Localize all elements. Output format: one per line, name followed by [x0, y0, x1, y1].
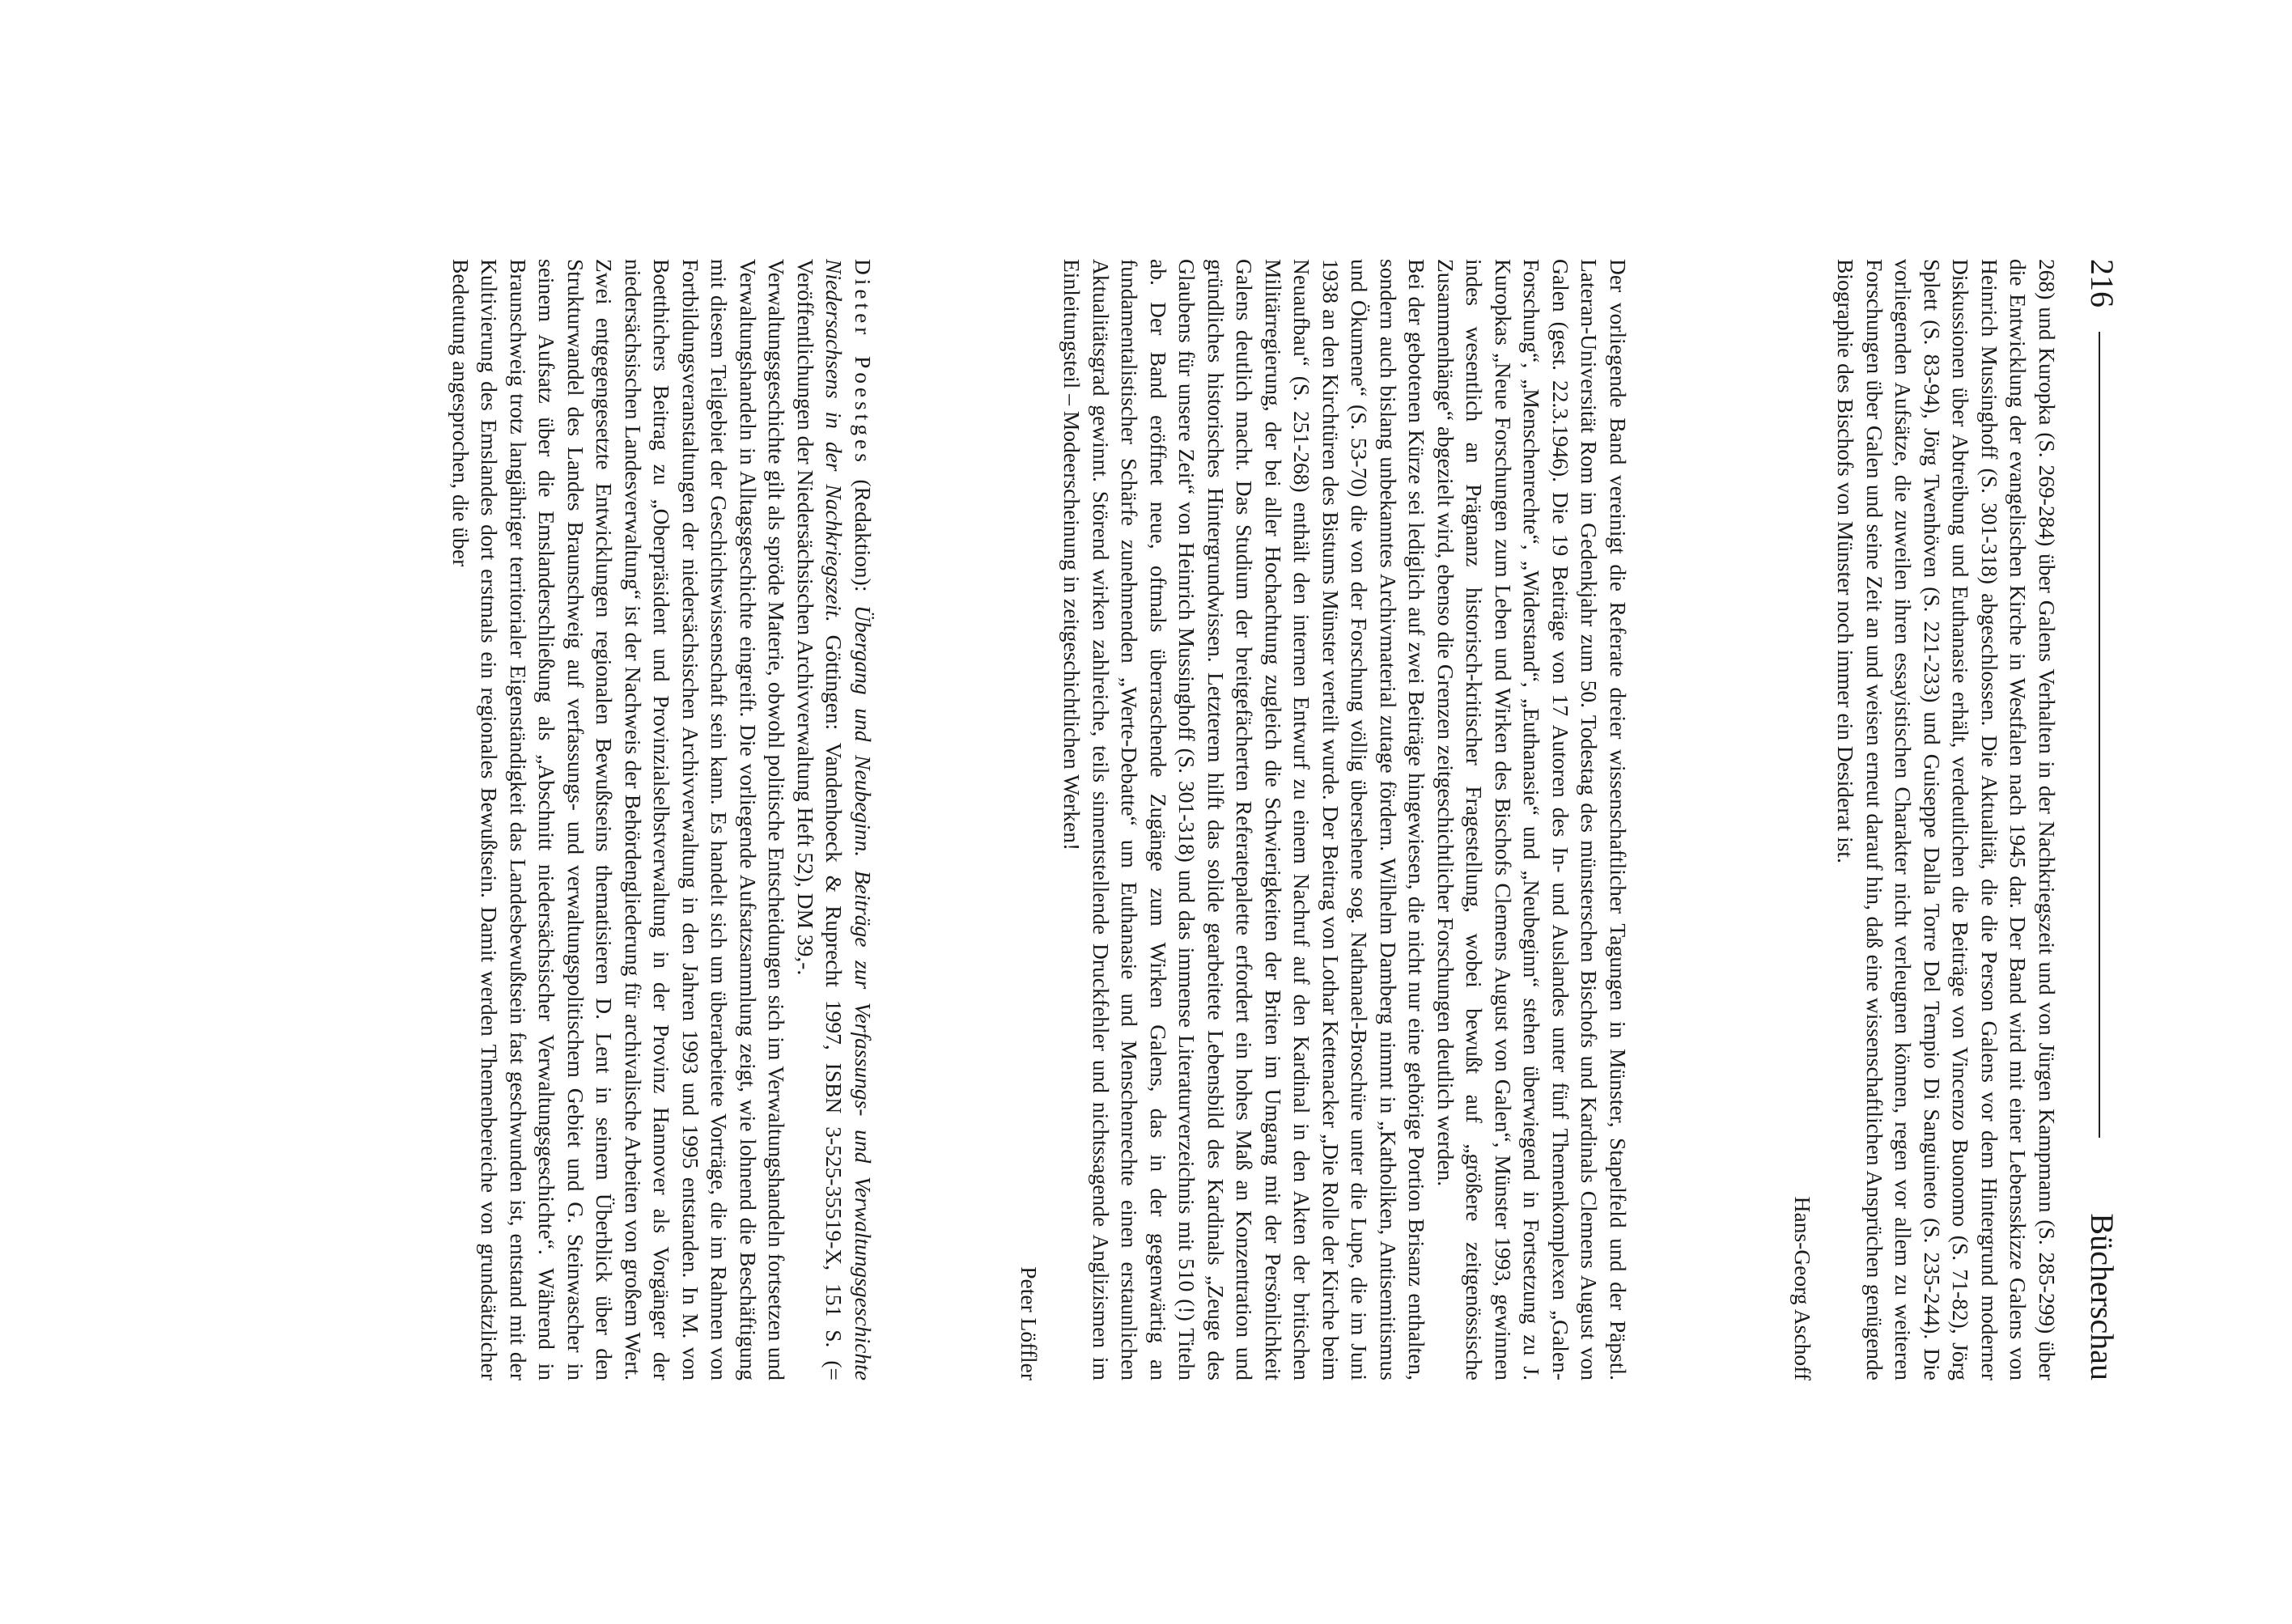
review-aschoff-signature: Hans-Georg Aschoff	[1790, 1196, 1815, 1380]
review-poestges-citation	[792, 259, 878, 1380]
review-loeffler-paragraph-1: Der vorliegende Band vereinigt die Referate dreier wissenschaftlicher Tagungen in Münster, Stapelfeld und der Päpstl. Lateran-Universität Rom im Gedenkjahr zum 50. Todestag des münsterschen Bischofs und Kardinals Clemens August von Galen (gest. 22.3.1946). Die 19 Beiträge von 17 Autoren des In- und Auslandes unter fünf Themenkomplexen „Galen-Forschung“, „Menschenrechte“, „Widerstand“, „Euthanasie“ und „Neubeginn“ stehen überwiegend in Fortsetzung zu J. Kuropkas „Neue Forschungen zum Leben und Wirken des Bischofs Clemens August von Galen“, Münster 1993, gewinnen indes wesentlich an Prägnanz historisch-kritischer Fragestellung, wobei bewußt auf „größere zeitgenössische Zusammenhänge“ abgezielt wird, ebenso die Grenzen zeitgeschichtlicher Forschungen deutlich werden.	[1433, 259, 1631, 1380]
book-publication: Göttingen: Vandenhoeck & Ruprecht 1997, ISBN 3-525-35519-X, 151 S. (= Veröffentlichungen der Niedersächsischen Archivverwaltung Heft 52), DM 39,-.	[793, 259, 847, 1380]
review-aschoff	[1789, 259, 2062, 1380]
book-author: Dieter Poestges	[851, 259, 876, 466]
header-rule	[2099, 332, 2100, 1138]
review-loeffler-paragraph-2: Bei der gebotenen Kürze sei lediglich auf zwei Beiträge hingewiesen, die nicht nur eine gehörige Portion Brisanz enthalten, sondern auch bislang unbekanntes Archivmaterial zutage fördern. Wilhelm Damberg nimmt in „Katholiken, Antisemitismus und Ökumene“ (S. 53-70) die von der Forschung völlig übersehene sog. Nathanael-Broschüre unter die Lupe, die im Juni 1938 an den Kirchtüren des Bistums Münster verteilt wurde. Der Beitrag von Lothar Kettenacker „Die Rolle der Kirche beim Neuaufbau“ (S. 251-268) enthält den internen Entwurf zu einem Nachruf auf den Kardinal in den Akten der britischen Militärregierung, der bei aller Hochachtung zugleich die Schwierigkeiten der Briten im Umgang mit der Persönlichkeit Galens deutlich macht. Das Studium der breitgefächerten Referatepalette erfordert ein hohes Maß an Konzentration und gründliches historisches Hintergrundwissen. Letzterem hilft das solide gearbeitete Lebensbild des Kardinals „Zeuge des Glaubens für unsere Zeit“ von Heinrich Mussinghoff (S. 301-318) und das immense Literaturverzeichnis mit 510 (!) Titeln ab. Der Band eröffnet neue, oftmals überraschende Zugänge zum Wirken Galens, das in der gegenwärtig an fundamentalistischer Schärfe zunehmenden „Werte-Debatte“ um Euthanasie und Menschenrechte einen erstaunlichen Aktualitätsgrad gewinnt. Störend wirken zahlreiche, teils sinnentstellende Druckfehler und nichtssagende Anglizismen im Einleitungsteil – Modeerscheinung in zeitgeschichtlichen Werken!	[1059, 259, 1430, 1380]
review-loeffler	[1015, 259, 1633, 1380]
review-poestges	[447, 259, 878, 1380]
review-loeffler-signature: Peter Löffler	[1017, 1266, 1042, 1380]
review-poestges-text: Verwaltungsgeschichte gilt als spröde Materie, obwohl politische Entscheidungen sich im Verwaltungshandeln fortsetzen und Verwaltungshandeln in Alltagsgeschichte eingreift. Die vorliegende Aufsatzsammlung zeigt, wie lohnend die Beschäftigung mit diesem Teilgebiet der Geschichtswissenschaft sein kann. Es handelt sich um überarbeitete Vorträge, die im Rahmen von Fortbildungsveranstaltungen der niedersächsischen Archivverwaltung in den Jahren 1993 und 1995 entstanden. In M. von Boetthichers Beitrag zu „Oberpräsident und Provinzialselbstverwaltung in der Provinz Hannover als Vorgänger der niedersächsischen Landesverwaltung“ ist der Nachweis der Behördengliederung für archivalische Arbeiten von großem Wert. Zwei entgegengesetzte Entwicklungen regionalen Bewußtseins thematisieren D. Lent in seinem Überblick über den Strukturwandel des Landes Braunschweig auf verfassungs- und verwaltungspolitischem Gebiet und G. Steinwascher in seinem Aufsatz über die Emslanderschließung als „Abschnitt niedersächsischer Verwaltungsgeschichte“. Während in Braunschweig trotz langjähriger territorialer Eigenständigkeit das Landesbewußtsein fast geschwunden ist, entstand mit der Kultivierung des Emslandes dort erstmals ein regionales Bewußtsein. Damit werden Themenbereiche von grundsätzlicher Bedeutung angesprochen, die über	[448, 259, 790, 1380]
review-aschoff-text: 268) und Kuropka (S. 269-284) über Galens Verhalten in der Nachkriegszeit und von Jürgen Kampmann (S. 285-299) über die Entwicklung der evangelischen Kirche in Westfalen nach 1945 dar. Der Band wird mit einer Lebensskizze Galens von Heinrich Mussinghoff (S. 301-318) abgeschlossen. Die Aktualität, die die Person Galens vor dem Hintergrund moderner Diskussionen über Abtreibung und Euthanasie erhält, verdeutlichen die Beiträge von Vincenzo Buonomo (S. 71-82), Jörg Splett (S. 83-94), Jörg Twenhöven (S. 221-233) und Guiseppe Dalla Torre Del Tempio Di Sanguineto (S. 235-244). Die vorliegenden Aufsätze, die zuweilen ihren essayistischen Charakter nicht verleugnen können, regen vor allem zu weiteren Forschungen über Galen und seine Zeit an und weisen erneut darauf hin, daß eine wissenschaftlichen Ansprüchen genügende Biographie des Bischofs von Münster noch immer ein Desiderat ist.	[1833, 259, 2060, 1380]
book-editor-note: (Redaktion):	[851, 465, 876, 606]
running-header	[2069, 259, 2126, 1380]
section-title: Bücherschau	[2084, 1213, 2120, 1380]
book-title: Übergang und Neubeginn. Beiträge zur Verfassungs- und Verwaltungsgeschichte Niedersachsens in der Nachkriegszeit.	[821, 259, 876, 1380]
page-number: 216	[2084, 259, 2120, 307]
